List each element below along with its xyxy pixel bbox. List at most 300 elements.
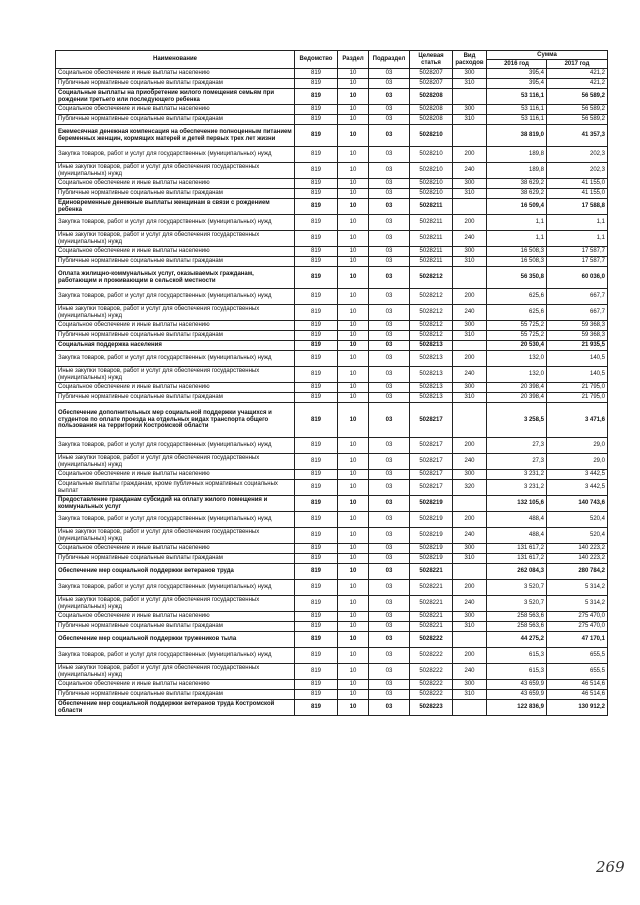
cell-sum-2017: 41 155,0 <box>547 179 608 189</box>
cell-expense-type: 200 <box>453 580 487 596</box>
cell-section: 10 <box>338 580 369 596</box>
cell-target-article: 5028222 <box>410 690 453 700</box>
cell-sum-2017: 41 357,3 <box>547 125 608 147</box>
cell-section: 10 <box>338 690 369 700</box>
table-row <box>56 544 608 554</box>
cell-sum-2016: 3 520,7 <box>487 580 547 596</box>
cell-department: 819 <box>295 564 338 580</box>
cell-expense-type: 300 <box>453 105 487 115</box>
cell-subsection: 03 <box>369 632 410 648</box>
cell-sum-2017: 59 368,3 <box>547 321 608 331</box>
cell-subsection: 03 <box>369 189 410 199</box>
cell-name: Социальное обеспечение и иные выплаты населению <box>56 105 295 115</box>
cell-subsection: 03 <box>369 231 410 247</box>
cell-sum-2016: 55 725,2 <box>487 331 547 341</box>
cell-department: 819 <box>295 231 338 247</box>
cell-department: 819 <box>295 438 338 454</box>
cell-expense-type: 310 <box>453 257 487 267</box>
cell-sum-2016: 38 629,2 <box>487 189 547 199</box>
cell-section: 10 <box>338 341 369 351</box>
cell-name: Публичные нормативные социальные выплаты гражданам <box>56 331 295 341</box>
table-row <box>56 648 608 664</box>
cell-expense-type: 300 <box>453 544 487 554</box>
cell-target-article: 5028221 <box>410 564 453 580</box>
cell-sum-2017: 202,3 <box>547 163 608 179</box>
table-row <box>56 331 608 341</box>
cell-section: 10 <box>338 480 369 496</box>
cell-department: 819 <box>295 496 338 512</box>
cell-expense-type: 200 <box>453 351 487 367</box>
cell-sum-2016: 16 508,3 <box>487 247 547 257</box>
cell-target-article: 5028221 <box>410 622 453 632</box>
cell-sum-2016: 1,1 <box>487 215 547 231</box>
cell-target-article: 5028221 <box>410 580 453 596</box>
cell-subsection: 03 <box>369 680 410 690</box>
table-row <box>56 79 608 89</box>
cell-subsection: 03 <box>369 179 410 189</box>
cell-expense-type <box>453 403 487 438</box>
table-row <box>56 690 608 700</box>
table-row <box>56 147 608 163</box>
cell-subsection: 03 <box>369 580 410 596</box>
cell-section: 10 <box>338 554 369 564</box>
cell-department: 819 <box>295 700 338 716</box>
cell-expense-type: 240 <box>453 664 487 680</box>
table-row <box>56 438 608 454</box>
cell-target-article: 5028211 <box>410 247 453 257</box>
cell-expense-type <box>453 496 487 512</box>
cell-target-article: 5028213 <box>410 341 453 351</box>
table-row <box>56 612 608 622</box>
cell-expense-type: 310 <box>453 189 487 199</box>
cell-subsection: 03 <box>369 331 410 341</box>
cell-expense-type: 300 <box>453 247 487 257</box>
cell-sum-2017: 280 784,2 <box>547 564 608 580</box>
cell-name: Оплата жилищно-коммунальных услуг, оказываемых гражданам, работающим и проживающим в сельской местности <box>56 267 295 289</box>
cell-section: 10 <box>338 564 369 580</box>
cell-sum-2016: 38 629,2 <box>487 179 547 189</box>
cell-subsection: 03 <box>369 554 410 564</box>
cell-sum-2017: 655,5 <box>547 664 608 680</box>
cell-section: 10 <box>338 403 369 438</box>
table-row <box>56 163 608 179</box>
cell-department: 819 <box>295 163 338 179</box>
cell-sum-2017: 21 935,5 <box>547 341 608 351</box>
cell-sum-2016: 395,4 <box>487 79 547 89</box>
cell-sum-2017: 140 223,2 <box>547 554 608 564</box>
table-row <box>56 664 608 680</box>
cell-section: 10 <box>338 289 369 305</box>
cell-expense-type: 310 <box>453 554 487 564</box>
cell-expense-type: 310 <box>453 331 487 341</box>
table-row <box>56 622 608 632</box>
cell-sum-2017: 17 587,7 <box>547 257 608 267</box>
cell-expense-type: 300 <box>453 470 487 480</box>
cell-sum-2017: 1,1 <box>547 231 608 247</box>
cell-sum-2016: 38 819,0 <box>487 125 547 147</box>
table-row <box>56 564 608 580</box>
cell-sum-2016: 53 116,1 <box>487 89 547 105</box>
cell-subsection: 03 <box>369 393 410 403</box>
cell-section: 10 <box>338 199 369 215</box>
cell-department: 819 <box>295 79 338 89</box>
cell-subsection: 03 <box>369 480 410 496</box>
table-row <box>56 215 608 231</box>
header-subsection: Подраздел <box>369 51 410 69</box>
cell-target-article: 5028219 <box>410 554 453 564</box>
cell-expense-type: 240 <box>453 367 487 383</box>
table-row <box>56 341 608 351</box>
cell-department: 819 <box>295 125 338 147</box>
cell-department: 819 <box>295 69 338 79</box>
table-row <box>56 496 608 512</box>
cell-section: 10 <box>338 351 369 367</box>
table-row <box>56 351 608 367</box>
cell-subsection: 03 <box>369 622 410 632</box>
cell-target-article: 5028210 <box>410 189 453 199</box>
cell-name: Социальное обеспечение и иные выплаты населению <box>56 680 295 690</box>
cell-sum-2016: 55 725,2 <box>487 321 547 331</box>
cell-sum-2017: 275 470,0 <box>547 622 608 632</box>
cell-subsection: 03 <box>369 321 410 331</box>
cell-sum-2017: 46 514,6 <box>547 680 608 690</box>
cell-target-article: 5028212 <box>410 267 453 289</box>
cell-name: Иные закупки товаров, работ и услуг для обеспечения государственных (муниципальных) нужд <box>56 163 295 179</box>
table-row <box>56 632 608 648</box>
cell-department: 819 <box>295 544 338 554</box>
cell-department: 819 <box>295 480 338 496</box>
cell-department: 819 <box>295 596 338 612</box>
cell-section: 10 <box>338 367 369 383</box>
cell-department: 819 <box>295 454 338 470</box>
cell-subsection: 03 <box>369 367 410 383</box>
header-department: Ведомство <box>295 51 338 69</box>
cell-sum-2016: 395,4 <box>487 69 547 79</box>
cell-expense-type: 200 <box>453 512 487 528</box>
cell-section: 10 <box>338 257 369 267</box>
cell-subsection: 03 <box>369 496 410 512</box>
cell-sum-2016: 20 398,4 <box>487 393 547 403</box>
cell-sum-2017: 56 589,2 <box>547 105 608 115</box>
cell-section: 10 <box>338 189 369 199</box>
header-sum: Сумма <box>487 51 608 60</box>
cell-subsection: 03 <box>369 403 410 438</box>
cell-sum-2016: 262 084,3 <box>487 564 547 580</box>
cell-section: 10 <box>338 69 369 79</box>
cell-sum-2017: 29,0 <box>547 454 608 470</box>
cell-name: Закупка товаров, работ и услуг для государственных (муниципальных) нужд <box>56 351 295 367</box>
cell-name: Иные закупки товаров, работ и услуг для обеспечения государственных (муниципальных) нужд <box>56 305 295 321</box>
cell-expense-type: 300 <box>453 612 487 622</box>
cell-department: 819 <box>295 512 338 528</box>
cell-department: 819 <box>295 470 338 480</box>
cell-expense-type: 310 <box>453 79 487 89</box>
cell-department: 819 <box>295 89 338 105</box>
cell-sum-2017: 667,7 <box>547 305 608 321</box>
cell-target-article: 5028212 <box>410 321 453 331</box>
cell-sum-2016: 16 509,4 <box>487 199 547 215</box>
cell-subsection: 03 <box>369 247 410 257</box>
cell-department: 819 <box>295 267 338 289</box>
cell-subsection: 03 <box>369 69 410 79</box>
cell-expense-type: 240 <box>453 528 487 544</box>
cell-section: 10 <box>338 125 369 147</box>
cell-target-article: 5028217 <box>410 438 453 454</box>
cell-target-article: 5028210 <box>410 125 453 147</box>
cell-name: Единовременные денежные выплаты женщинам в связи с рождением ребенка <box>56 199 295 215</box>
cell-sum-2016: 131 617,2 <box>487 544 547 554</box>
cell-sum-2017: 1,1 <box>547 215 608 231</box>
cell-sum-2017: 520,4 <box>547 528 608 544</box>
cell-department: 819 <box>295 179 338 189</box>
table-row <box>56 454 608 470</box>
cell-department: 819 <box>295 690 338 700</box>
cell-subsection: 03 <box>369 664 410 680</box>
cell-name: Закупка товаров, работ и услуг для государственных (муниципальных) нужд <box>56 580 295 596</box>
cell-name: Ежемесячная денежная компенсация на обеспечение полноценным питанием беременных женщин, кормящих матерей и детей первых трех лет жизни <box>56 125 295 147</box>
cell-subsection: 03 <box>369 612 410 622</box>
cell-name: Социальное обеспечение и иные выплаты населению <box>56 69 295 79</box>
cell-sum-2017: 59 368,3 <box>547 331 608 341</box>
cell-section: 10 <box>338 267 369 289</box>
table-row <box>56 403 608 438</box>
cell-sum-2016: 258 563,6 <box>487 622 547 632</box>
cell-sum-2016: 615,3 <box>487 664 547 680</box>
cell-department: 819 <box>295 612 338 622</box>
cell-section: 10 <box>338 147 369 163</box>
cell-sum-2017: 655,5 <box>547 648 608 664</box>
table-row <box>56 680 608 690</box>
cell-section: 10 <box>338 438 369 454</box>
cell-name: Публичные нормативные социальные выплаты гражданам <box>56 554 295 564</box>
cell-sum-2017: 21 795,0 <box>547 393 608 403</box>
header-year-2017: 2017 год <box>547 60 608 69</box>
cell-target-article: 5028222 <box>410 648 453 664</box>
cell-target-article: 5028219 <box>410 528 453 544</box>
cell-expense-type: 240 <box>453 305 487 321</box>
cell-section: 10 <box>338 680 369 690</box>
cell-section: 10 <box>338 596 369 612</box>
header-name: Наименование <box>56 51 295 69</box>
cell-name: Публичные нормативные социальные выплаты гражданам <box>56 115 295 125</box>
cell-name: Социальное обеспечение и иные выплаты населению <box>56 321 295 331</box>
cell-target-article: 5028217 <box>410 403 453 438</box>
cell-expense-type: 200 <box>453 438 487 454</box>
cell-target-article: 5028212 <box>410 331 453 341</box>
cell-sum-2017: 3 442,5 <box>547 470 608 480</box>
cell-subsection: 03 <box>369 257 410 267</box>
cell-subsection: 03 <box>369 125 410 147</box>
cell-sum-2017: 29,0 <box>547 438 608 454</box>
cell-department: 819 <box>295 528 338 544</box>
header-year-2016: 2016 год <box>487 60 547 69</box>
cell-subsection: 03 <box>369 351 410 367</box>
table-row <box>56 105 608 115</box>
cell-sum-2017: 41 155,0 <box>547 189 608 199</box>
cell-name: Обеспечение мер социальной поддержки ветеранов труда Костромской области <box>56 700 295 716</box>
cell-sum-2017: 5 314,2 <box>547 580 608 596</box>
cell-target-article: 5028208 <box>410 115 453 125</box>
cell-section: 10 <box>338 528 369 544</box>
cell-name: Публичные нормативные социальные выплаты гражданам <box>56 79 295 89</box>
cell-sum-2017: 275 470,0 <box>547 612 608 622</box>
cell-section: 10 <box>338 454 369 470</box>
cell-sum-2017: 202,3 <box>547 147 608 163</box>
cell-section: 10 <box>338 215 369 231</box>
cell-sum-2016: 132,0 <box>487 367 547 383</box>
cell-sum-2017: 667,7 <box>547 289 608 305</box>
table-row <box>56 580 608 596</box>
cell-department: 819 <box>295 341 338 351</box>
cell-name: Публичные нормативные социальные выплаты гражданам <box>56 690 295 700</box>
cell-sum-2016: 132,0 <box>487 351 547 367</box>
cell-expense-type <box>453 199 487 215</box>
cell-sum-2016: 132 105,6 <box>487 496 547 512</box>
cell-department: 819 <box>295 622 338 632</box>
cell-subsection: 03 <box>369 267 410 289</box>
cell-subsection: 03 <box>369 105 410 115</box>
cell-target-article: 5028217 <box>410 454 453 470</box>
table-row <box>56 554 608 564</box>
cell-sum-2016: 189,8 <box>487 147 547 163</box>
cell-subsection: 03 <box>369 341 410 351</box>
cell-target-article: 5028208 <box>410 105 453 115</box>
cell-expense-type: 240 <box>453 454 487 470</box>
table-row <box>56 189 608 199</box>
cell-target-article: 5028211 <box>410 215 453 231</box>
cell-name: Иные закупки товаров, работ и услуг для обеспечения государственных (муниципальных) нужд <box>56 596 295 612</box>
cell-department: 819 <box>295 305 338 321</box>
table-row <box>56 393 608 403</box>
cell-expense-type <box>453 125 487 147</box>
cell-expense-type: 300 <box>453 321 487 331</box>
cell-target-article: 5028211 <box>410 257 453 267</box>
cell-target-article: 5028217 <box>410 470 453 480</box>
cell-sum-2017: 520,4 <box>547 512 608 528</box>
cell-name: Иные закупки товаров, работ и услуг для обеспечения государственных (муниципальных) нужд <box>56 367 295 383</box>
cell-expense-type: 300 <box>453 383 487 393</box>
cell-sum-2016: 1,1 <box>487 231 547 247</box>
cell-sum-2016: 20 398,4 <box>487 383 547 393</box>
cell-expense-type <box>453 564 487 580</box>
cell-sum-2016: 16 508,3 <box>487 257 547 267</box>
cell-department: 819 <box>295 351 338 367</box>
cell-subsection: 03 <box>369 596 410 612</box>
cell-target-article: 5028213 <box>410 383 453 393</box>
cell-target-article: 5028223 <box>410 700 453 716</box>
cell-expense-type <box>453 267 487 289</box>
table-row <box>56 305 608 321</box>
table-row <box>56 231 608 247</box>
cell-target-article: 5028211 <box>410 231 453 247</box>
cell-name: Закупка товаров, работ и услуг для государственных (муниципальных) нужд <box>56 147 295 163</box>
cell-subsection: 03 <box>369 289 410 305</box>
cell-target-article: 5028207 <box>410 79 453 89</box>
cell-subsection: 03 <box>369 163 410 179</box>
cell-name: Социальное обеспечение и иные выплаты населению <box>56 179 295 189</box>
cell-target-article: 5028219 <box>410 496 453 512</box>
cell-sum-2016: 258 563,6 <box>487 612 547 622</box>
cell-subsection: 03 <box>369 454 410 470</box>
cell-subsection: 03 <box>369 305 410 321</box>
cell-sum-2017: 130 912,2 <box>547 700 608 716</box>
cell-target-article: 5028222 <box>410 680 453 690</box>
cell-section: 10 <box>338 105 369 115</box>
cell-sum-2017: 21 795,0 <box>547 383 608 393</box>
cell-sum-2016: 3 231,2 <box>487 470 547 480</box>
header-section: Раздел <box>338 51 369 69</box>
cell-name: Социальная поддержка населения <box>56 341 295 351</box>
cell-target-article: 5028208 <box>410 89 453 105</box>
cell-section: 10 <box>338 622 369 632</box>
cell-section: 10 <box>338 496 369 512</box>
cell-target-article: 5028222 <box>410 664 453 680</box>
table-row <box>56 700 608 716</box>
cell-name: Социальные выплаты на приобретение жилого помещения семьям при рождении третьего или последующего ребенка <box>56 89 295 105</box>
cell-sum-2016: 488,4 <box>487 528 547 544</box>
cell-expense-type: 300 <box>453 179 487 189</box>
cell-sum-2017: 140,5 <box>547 351 608 367</box>
cell-department: 819 <box>295 403 338 438</box>
cell-target-article: 5028221 <box>410 612 453 622</box>
table-row <box>56 267 608 289</box>
header-expense-type: Вид расходов <box>453 51 487 69</box>
table-row <box>56 596 608 612</box>
cell-sum-2016: 20 530,4 <box>487 341 547 351</box>
cell-subsection: 03 <box>369 700 410 716</box>
cell-sum-2017: 140 223,2 <box>547 544 608 554</box>
cell-sum-2017: 60 036,0 <box>547 267 608 289</box>
cell-section: 10 <box>338 470 369 480</box>
cell-sum-2017: 47 170,1 <box>547 632 608 648</box>
table-row <box>56 512 608 528</box>
table-row <box>56 125 608 147</box>
cell-expense-type: 300 <box>453 69 487 79</box>
table-row <box>56 69 608 79</box>
cell-subsection: 03 <box>369 383 410 393</box>
cell-department: 819 <box>295 247 338 257</box>
cell-department: 819 <box>295 580 338 596</box>
cell-department: 819 <box>295 257 338 267</box>
cell-target-article: 5028217 <box>410 480 453 496</box>
cell-target-article: 5028213 <box>410 393 453 403</box>
cell-department: 819 <box>295 383 338 393</box>
table-row <box>56 289 608 305</box>
cell-subsection: 03 <box>369 89 410 105</box>
table-body <box>56 69 608 716</box>
cell-subsection: 03 <box>369 79 410 89</box>
cell-subsection: 03 <box>369 147 410 163</box>
cell-sum-2017: 17 587,7 <box>547 247 608 257</box>
cell-name: Закупка товаров, работ и услуг для государственных (муниципальных) нужд <box>56 289 295 305</box>
cell-expense-type: 310 <box>453 393 487 403</box>
cell-department: 819 <box>295 115 338 125</box>
cell-department: 819 <box>295 147 338 163</box>
cell-sum-2016: 3 231,2 <box>487 480 547 496</box>
cell-expense-type: 200 <box>453 215 487 231</box>
cell-target-article: 5028210 <box>410 147 453 163</box>
cell-sum-2016: 56 350,8 <box>487 267 547 289</box>
cell-subsection: 03 <box>369 528 410 544</box>
cell-expense-type: 200 <box>453 147 487 163</box>
cell-department: 819 <box>295 189 338 199</box>
cell-expense-type: 240 <box>453 596 487 612</box>
cell-name: Иные закупки товаров, работ и услуг для обеспечения государственных (муниципальных) нужд <box>56 231 295 247</box>
cell-sum-2016: 43 659,9 <box>487 690 547 700</box>
cell-department: 819 <box>295 331 338 341</box>
cell-sum-2016: 53 116,1 <box>487 105 547 115</box>
cell-name: Социальное обеспечение и иные выплаты населению <box>56 544 295 554</box>
